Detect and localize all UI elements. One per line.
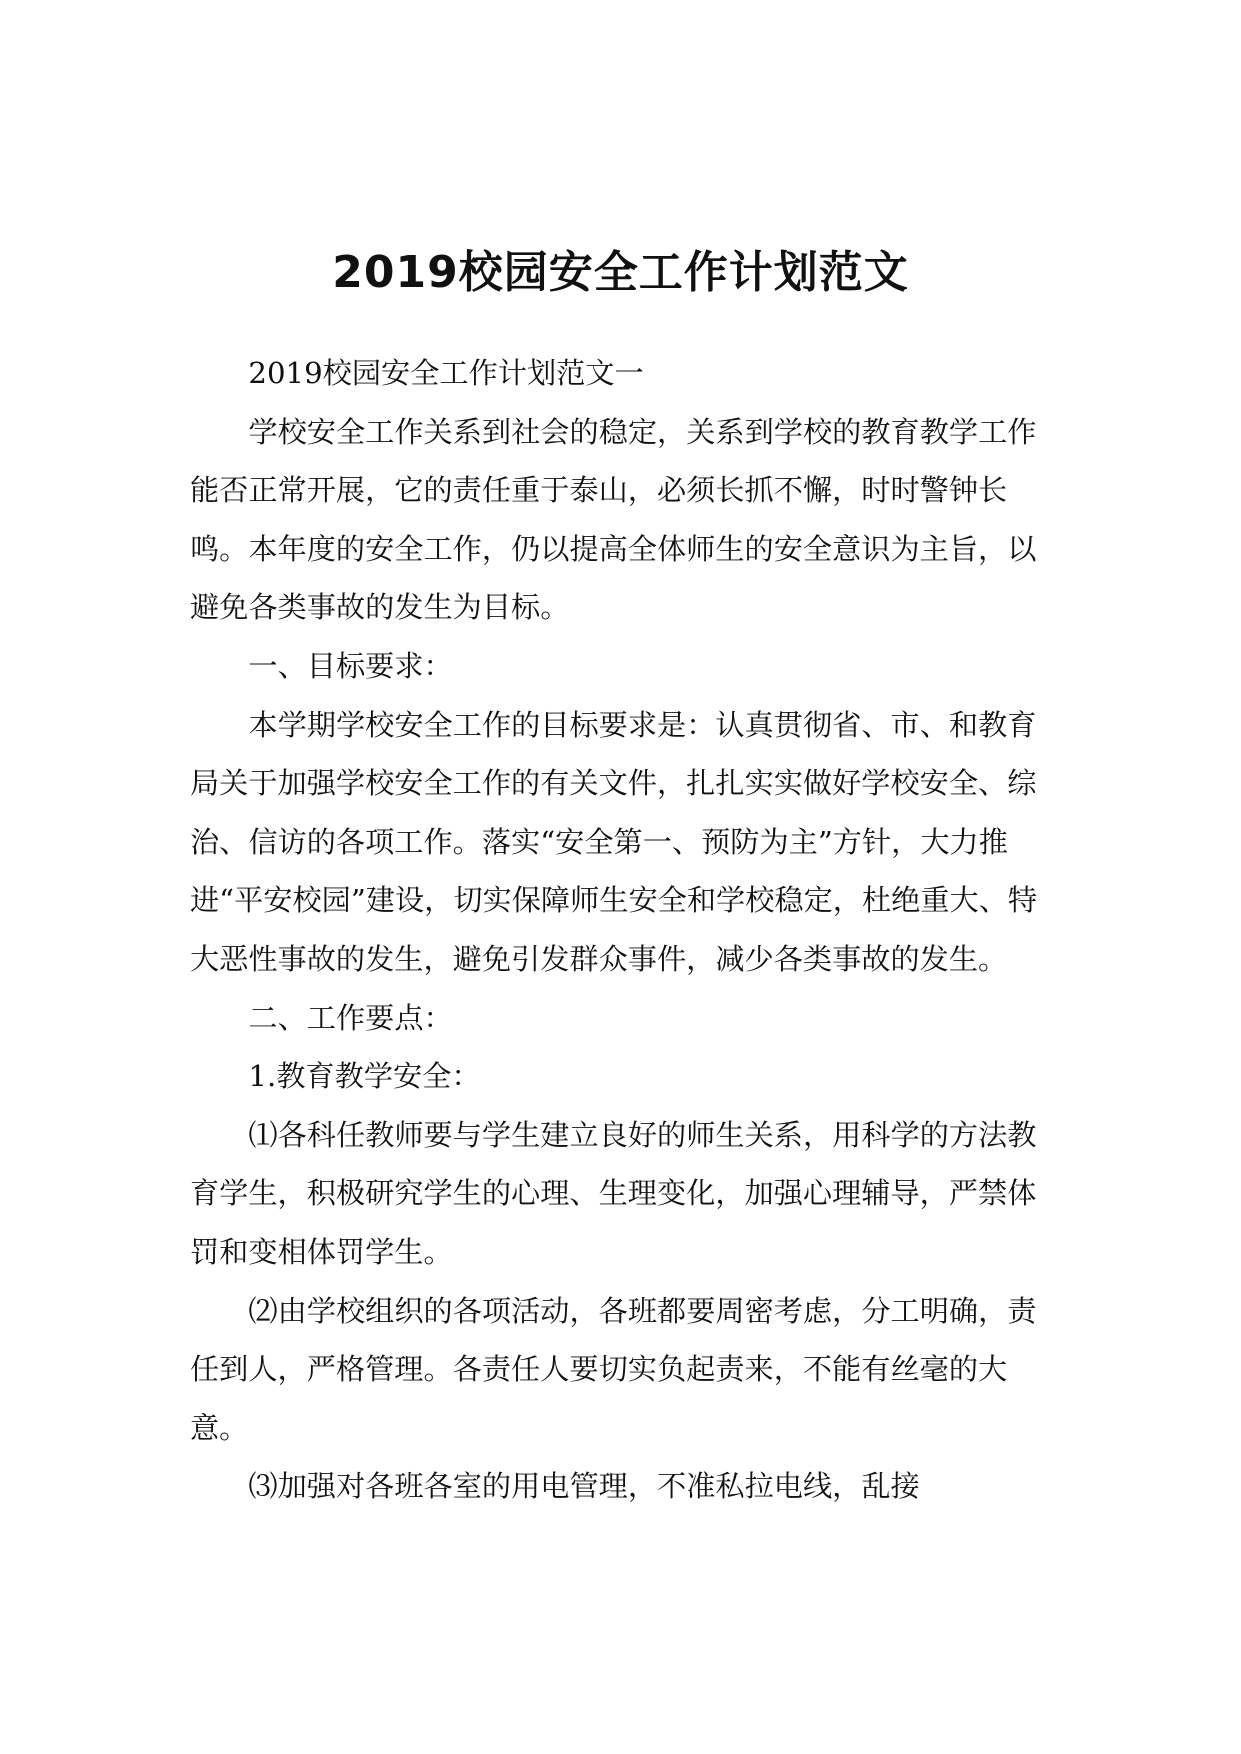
body-paragraph: 本学期学校安全工作的目标要求是：认真贯彻省、市、和教育局关于加强学校安全工作的有关文件，扎扎实实做好学校安全、综治、信访的各项工作。落实“安全第一、预防为主”方针，大力推进“平安校园”建设，切实保障师生安全和学校稳定，杜绝重大、特大恶性事故的发生，避免引发群众事件，减少各类事故的发生。 <box>190 707 1038 976</box>
list-item: ⑵由学校组织的各项活动，各班都要周密考虑，分工明确，责任到人，严格管理。各责任人要切实负起责来，不能有丝毫的大意。 <box>190 1293 1037 1445</box>
subsection-heading: 1.教育教学安全： <box>248 1059 481 1094</box>
list-item: ⑴各科任教师要与学生建立良好的师生关系，用科学的方法教育学生，积极研究学生的心理、生理变化，加强心理辅导，严禁体罚和变相体罚学生。 <box>190 1117 1037 1269</box>
document-title: 2019校园安全工作计划范文 <box>332 247 909 299</box>
section-heading: 2019校园安全工作计划范文一 <box>248 356 644 390</box>
document-body <box>190 344 1050 1516</box>
intro-paragraph: 学校安全工作关系到社会的稳定，关系到学校的教育教学工作能否正常开展，它的责任重于泰山，必须长抓不懈，时时警钟长鸣。本年度的安全工作，仍以提高全体师生的安全意识为主旨，以避免各类事故的发生为目标。 <box>190 414 1037 625</box>
section-heading: 一、目标要求： <box>248 648 453 683</box>
list-item: ⑶加强对各班各室的用电管理，不准私拉电线，乱接 <box>248 1469 920 1504</box>
section-heading: 二、工作要点： <box>248 1000 453 1035</box>
